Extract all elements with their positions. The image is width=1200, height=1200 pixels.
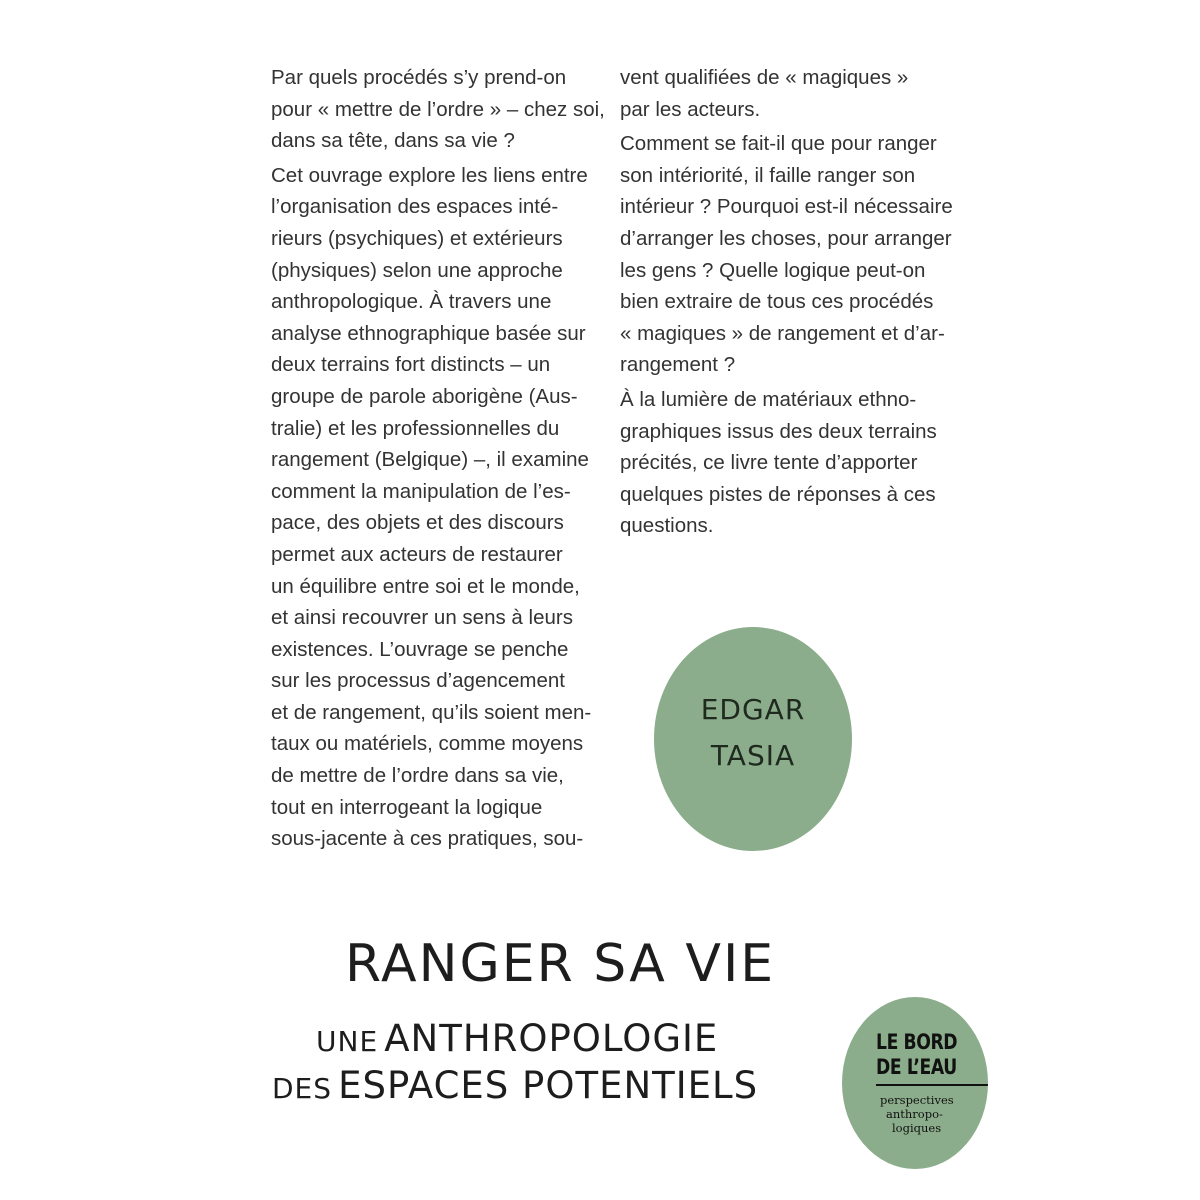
text-line: groupe de parole aborigène (Aus- [271,384,578,408]
text-line: comment la manipulation de l’es- [271,479,571,503]
text-line: l’organisation des espaces inté- [271,195,559,219]
text-line: (physiques) selon une approche [271,258,563,282]
text-line: sur les processus d’agencement [271,669,565,693]
text-line: son intériorité, il faille ranger son [620,163,916,187]
text-line: deux terrains fort distincts – un [271,353,551,377]
text-line: Cet ouvrage explore les liens entre [271,163,588,187]
subtitle-line-2 [272,1064,758,1107]
text-line: pace, des objets et des discours [271,511,564,535]
text-line: tout en interrogeant la logique [271,795,543,819]
book-title: RANGER SA VIE [345,934,776,994]
text-line: un équilibre entre soi et le monde, [271,574,580,598]
back-cover-text-left [271,62,605,855]
text-line: par les acteurs. [620,97,761,121]
publisher-logo [842,997,988,1169]
text-line: sous-jacente à ces pratiques, sou- [271,827,584,851]
text-line: Comment se fait-il que pour ranger [620,132,937,156]
text-line: rieurs (psychiques) et extérieurs [271,226,563,250]
text-line: intérieur ? Pourquoi est-il nécessaire [620,195,953,219]
text-line: dans sa tête, dans sa vie ? [271,129,515,153]
subtitle-line-1 [316,1017,718,1060]
subtitle-prefix-1: UNE [316,1025,379,1058]
publisher-name-line-1: LE BORD [876,1030,958,1054]
text-line: À la lumière de matériaux ethno- [620,387,917,411]
text-line: questions. [620,514,714,538]
text-line: taux ou matériels, comme moyens [271,732,584,756]
text-line: vent qualifiées de « magiques » [620,66,909,89]
text-line: analyse ethnographique basée sur [271,321,586,345]
subtitle-prefix-2: DES [272,1072,333,1105]
text-line: existences. L’ouvrage se penche [271,637,569,661]
publisher-name-line-2: DE L’EAU [876,1055,957,1079]
text-line: les gens ? Quelle logique peut-on [620,258,926,282]
text-line: Par quels procédés s’y prend-on [271,66,567,89]
publisher-divider [876,1084,988,1086]
subtitle-main-1: ANTHROPOLOGIE [384,1017,719,1060]
text-line: et de rangement, qu’ils soient men- [271,700,592,724]
text-line: bien extraire de tous ces procédés [620,290,934,314]
text-line: rangement ? [620,353,736,377]
text-line: pour « mettre de l’ordre » – chez soi, [271,97,605,121]
text-line: précités, ce livre tente d’apporter [620,451,918,475]
text-line: rangement (Belgique) –, il examine [271,448,589,472]
text-line: tralie) et les professionnelles du [271,416,560,440]
collection-line-1: perspectives [880,1093,954,1107]
back-cover-text-right [620,62,953,542]
text-line: et ainsi recouvrer un sens à leurs [271,606,573,630]
text-line: de mettre de l’ordre dans sa vie, [271,764,564,788]
text-line: graphiques issus des deux terrains [620,419,937,443]
text-line: d’arranger les choses, pour arranger [620,226,952,250]
subtitle-main-2: ESPACES POTENTIELS [338,1064,759,1107]
author-badge [654,627,852,851]
collection-line-2: anthropo- [886,1107,943,1121]
author-first-name: EDGAR [700,693,806,726]
text-line: « magiques » de rangement et d’ar- [620,321,945,345]
text-line: permet aux acteurs de restaurer [271,542,563,566]
text-line: anthropologique. À travers une [271,290,552,314]
text-line: quelques pistes de réponses à ces [620,482,936,506]
author-last-name: TASIA [710,739,796,772]
collection-line-3: logiques [892,1121,942,1135]
